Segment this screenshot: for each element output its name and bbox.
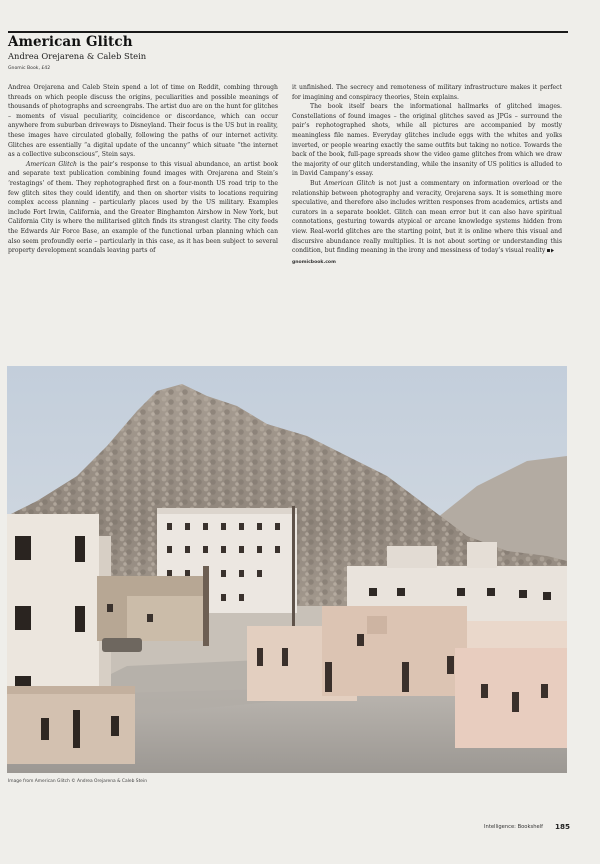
paragraph [292, 83, 562, 102]
article-photo [7, 366, 567, 773]
section-label: Intelligence: Bookshelf [484, 824, 543, 830]
header-rule [8, 31, 568, 33]
article-title: American Glitch [8, 34, 133, 50]
text-run: is the pair’s response to this visual abundance, an artist book and separate text publication combining found images with Orejarena and Stein’s ‘restagings’ of them. They rephotographed first on a four-month US road trip to the few glitch sites they could identify, and then on shorter visits to locations requiring complex access planning – particularly places used by the US military. Examples include Fort Irwin, California, and the Greater Binghamton Airshow in New York, but California City is where the militarised glitch finds its strangest clarity. The city feeds the Edwards Air Force Base, an example of the functional urban planning which can also seem profoundly eerie – particularly in this case, as it has been subject to several property development scandals leaving parts of [8, 160, 278, 255]
italic-title: American Glitch [323, 179, 376, 187]
photo-caption: Image from American Glitch © Andrea Orejarena & Caleb Stein [8, 779, 148, 784]
text-column-right [292, 83, 562, 267]
text-run: is not just a commentary on information overload or the relationship between photography and veracity, Orejarena says. It is something more speculative, and therefore also includes written responses from academics, artists and curators in a separate booklet. Glitch can mean error but it can also have spiritual connotations, gesturing towards atypical or arcane knowledge systems hidden from view. Real-world glitches are the starting point, but it is online where this visual and discursive abundance really multiplies. It is not about sorting or understanding this condition, but finding meaning in the irony and messiness of today’s visual reality [292, 179, 563, 255]
left-tall-building [7, 514, 111, 699]
text-run: it unfinished. The secrecy and remoteness of military infrastructure makes it perfect for imagining and conspiracy theories, Stein explains. [292, 84, 562, 101]
text-run: The book itself bears the informational hallmarks of glitched images. Constellations of found images – the original glitches saved as JPGs – surround the pair’s rephotographed shots, while all pictures are accompanied by mostly meaningless file names. Everyday glitches include eggs with the whites and yolks inverted, or people wearing exactly the same outfits but taking no notice. Towards the back of the book, full-page spreads show the video game glitches from which we draw the majority of our glitch understanding, while the insanity of US politics is alluded to in David Campany’s essay. [292, 103, 562, 178]
vehicle [102, 638, 142, 652]
website-link[interactable]: gnomicbook.com [292, 259, 336, 265]
desert-town-photo [7, 366, 567, 773]
paragraph [292, 179, 562, 256]
page-number: 185 [555, 822, 571, 831]
publisher-price: Gnomic Book, £42 [8, 66, 51, 71]
text-run: But [310, 179, 324, 187]
paragraph [292, 102, 562, 179]
paragraph [8, 160, 278, 256]
foreground-building [7, 686, 135, 764]
italic-title: American Glitch [26, 160, 77, 168]
bp-endmark-icon [547, 248, 554, 253]
text-column-left [8, 83, 278, 256]
article-authors: Andrea Orejarena & Caleb Stein [8, 51, 147, 61]
text-run: Andrea Orejarena and Caleb Stein spend a lot of time on Reddit, combing through threads on which people discuss the origins, peculiarities and possible meanings of thousands of photographs and screengrabs. The artist duo are on the hunt for glitches – moments of visual peculiarity, coincidence or discordance, which can occur anywhere from suburban driveways to Disneyland. Their focus is the US but in reality, these images have circulated globally, following the paths of our internet activity. Glitches are essentially “a digital update of the uncanny” which situate “the internet as a collective subconscious”, Stein says. [8, 84, 278, 159]
paragraph [8, 83, 278, 160]
